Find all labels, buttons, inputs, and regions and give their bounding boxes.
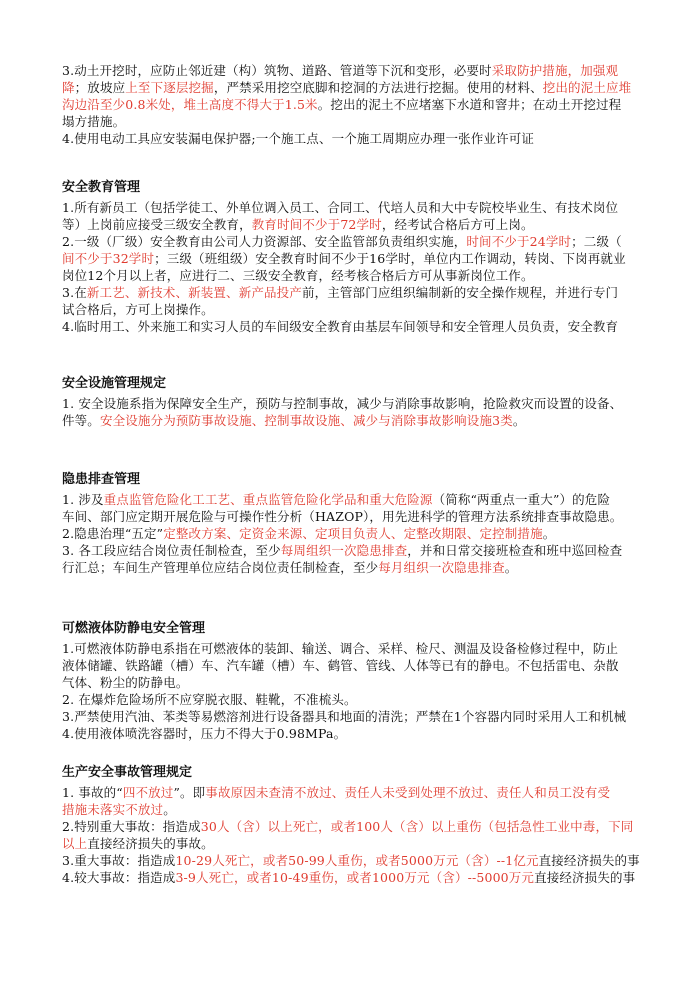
highlight-text: 重点监管危险化工工艺、重点监管危险化学品和重大危险源 (103, 492, 433, 507)
text-line (62, 784, 700, 801)
text-line (62, 284, 700, 301)
text-line (62, 508, 700, 525)
highlight-text: 采取防护措施，加强观 (491, 63, 619, 78)
body-text: 直接经济损失的事 (534, 870, 636, 885)
highlight-text: 3-9人死亡，或者10-49重伤，或者1000万元（含）--5000万元 (175, 870, 535, 885)
body-text: 前，主管部门应组织编制新的安全操作规程，并进行专门 (301, 285, 619, 300)
highlight-text: 每周组织一次隐患排查 (280, 543, 408, 558)
text-line (62, 62, 700, 79)
static-section (62, 620, 700, 742)
body-text: 2.隐患治理“五定” (62, 526, 164, 541)
body-text: 。挖出的泥土不应堵塞下水道和窨井；在动土开挖过程 (317, 97, 622, 112)
body-text: 气体、粉尘的防静电。 (62, 675, 189, 690)
highlight-text: 沟边沿至少0.8米处，堆土高度不得大于1.5米 (62, 97, 318, 112)
body-text: 。 (512, 413, 526, 428)
highlight-text: 降 (62, 80, 75, 95)
body-text: ，经考试合格后方可上岗。 (381, 217, 534, 232)
body-text: 塌方措施。 (62, 114, 126, 129)
text-line (62, 491, 700, 508)
body-text: 3.动土开挖时，应防止邻近建（构）筑物、道路、管道等下沉和变形，必要时 (62, 63, 492, 78)
text-line (62, 395, 700, 412)
body-text: 岗位12个月以上者，应进行二、三级安全教育，经考核合格后方可从事新岗位工作。 (62, 268, 534, 283)
body-text: 1.所有新员工（包括学徒工、外单位调入员工、合同工、代培人员和大中专院校毕业生、有技术岗位 (62, 200, 619, 215)
text-line (62, 130, 700, 147)
highlight-text: 每月组织一次隐患排查 (378, 560, 505, 575)
text-line (62, 640, 700, 657)
highlight-text: 教育时间不少于72学时 (251, 217, 382, 232)
text-line (62, 412, 700, 429)
body-text: ，严禁采用挖空底脚和挖洞的方法进行挖掘。使用的材料、 (213, 80, 543, 95)
text-line (62, 725, 700, 742)
body-text: 1.可燃液体防静电系指在可燃液体的装卸、输送、调合、采样、检尺、测温及设备检修过程中，防止 (62, 641, 619, 656)
excavation-section (62, 62, 700, 147)
body-text: 3. 各工段应结合岗位责任制检查，至少 (62, 543, 281, 558)
highlight-text: 10-29人死亡，或者50-99人重伤，或者5000万元（含）--1亿元 (175, 853, 539, 868)
text-line (62, 674, 700, 691)
section-title-accidents: 生产安全事故管理规定 (62, 765, 193, 780)
text-line (62, 691, 700, 708)
text-line (62, 835, 700, 852)
highlight-text: 措施未落实不放过 (62, 802, 164, 817)
text-line (62, 801, 700, 818)
body-text: 1. 事故的“ (62, 785, 123, 800)
text-line (62, 657, 700, 674)
document-page (62, 62, 700, 886)
body-text: ；三级（班组级）安全教育时间不少于16学时，单位内工作调动，转岗、下岗再就业 (154, 251, 626, 266)
text-line (62, 852, 700, 869)
text-line (62, 267, 700, 284)
highlight-text: 定整改方案、定资金来源、定项目负责人、定整改期限、定控制措施 (163, 526, 543, 541)
highlight-text: 时间不少于24学时 (466, 234, 572, 249)
body-text: 直接经济损失的事 (538, 853, 640, 868)
body-text: 4.临时用工、外来施工和实习人员的车间级安全教育由基层车间领导和安全管理人员负责，安全教育 (62, 319, 619, 334)
body-text: 1. 安全设施系指为保障安全生产，预防与控制事故，减少与消除事故影响，抢险救灾而设置的设备、 (62, 396, 623, 411)
accidents-section (62, 764, 700, 886)
text-line (62, 559, 700, 576)
text-line (62, 301, 700, 318)
body-text: 1. 涉及 (62, 492, 104, 507)
body-text: 车间、部门应定期开展危险与可操作性分析（HAZOP），用先进科学的管理方法系统排查事故隐患。 (62, 509, 623, 524)
facilities-section (62, 375, 700, 429)
text-line (62, 818, 700, 835)
text-line (62, 216, 700, 233)
highlight-text: 30人（含）以上死亡，或者100人（含）以上重伤（包括急性工业中毒，下同 (200, 819, 634, 834)
body-text: 行汇总；车间生产管理单位应结合岗位责任制检查，至少 (62, 560, 379, 575)
highlight-text: 上至下逐层挖掘 (125, 80, 214, 95)
highlight-text: 挖出的泥土应堆 (542, 80, 632, 95)
highlight-text: 间不少于32学时 (62, 251, 155, 266)
body-text: 等）上岗前应接受三级安全教育， (62, 217, 252, 232)
highlight-text: 以上 (62, 836, 88, 851)
highlight-text: 事故原因未查清不放过、责任人未受到处理不放过、责任人和员工没有受 (205, 785, 611, 800)
body-text: 3.严禁使用汽油、苯类等易燃溶剂进行设备器具和地面的清洗；严禁在1个容器内同时采用人工和机械 (62, 709, 627, 724)
hazards-section (62, 471, 700, 576)
body-text: ；二级（ (571, 234, 622, 249)
body-text: 4.使用液体喷洗容器时，压力不得大于0.98MPa。 (62, 726, 347, 741)
body-text: 试合格后，方可上岗操作。 (62, 302, 214, 317)
text-line (62, 113, 700, 130)
text-line (62, 96, 700, 113)
body-text: （简称“两重点一重大”）的危险 (432, 492, 611, 507)
body-text: 2.一级（厂级）安全教育由公司人力资源部、安全监管部负责组织实施， (62, 234, 467, 249)
body-text: ，并和日常交接班检查和班中巡回检查 (407, 543, 623, 558)
text-line (62, 869, 700, 886)
text-line (62, 525, 700, 542)
text-line (62, 233, 700, 250)
text-line (62, 542, 700, 559)
section-title-static: 可燃液体防静电安全管理 (62, 621, 206, 636)
body-text: 2.特别重大事故：指造成 (62, 819, 201, 834)
body-text: 件等。 (62, 413, 100, 428)
highlight-text: 安全设施分为预防事故设施、控制事故设施、减少与消除事故影响设施3类 (99, 413, 513, 428)
highlight-text: 新工艺、新技术、新装置、新产品投产 (86, 285, 302, 300)
highlight-text: 四不放过 (122, 785, 174, 800)
body-text: 。 (504, 560, 518, 575)
body-text: 4.使用电动工具应安装漏电保护器;一个施工点、一个施工周期应办理一张作业许可证 (62, 131, 534, 146)
section-title-education: 安全教育管理 (62, 180, 141, 195)
body-text: 液体储罐、铁路罐（槽）车、汽车罐（槽）车、鹤管、管线、人体等已有的静电。不包括雷电、杂散 (62, 658, 619, 673)
body-text: 4.较大事故：指造成 (62, 870, 176, 885)
text-line (62, 250, 700, 267)
body-text: 直接经济损失的事故。 (87, 836, 214, 851)
body-text: ；放坡应 (74, 80, 126, 95)
body-text: 。 (163, 802, 176, 817)
body-text: 3.在 (62, 285, 87, 300)
text-line (62, 79, 700, 96)
section-title-hazards: 隐患排查管理 (62, 472, 141, 487)
body-text: 。 (542, 526, 556, 541)
section-title-facilities: 安全设施管理规定 (62, 376, 167, 391)
body-text: 3.重大事故：指造成 (62, 853, 176, 868)
text-line (62, 318, 700, 335)
education-section (62, 179, 700, 335)
body-text: ”。即 (173, 785, 206, 800)
text-line (62, 199, 700, 216)
text-line (62, 708, 700, 725)
body-text: 2. 在爆炸危险场所不应穿脱衣服、鞋靴，不准梳头。 (62, 692, 357, 707)
